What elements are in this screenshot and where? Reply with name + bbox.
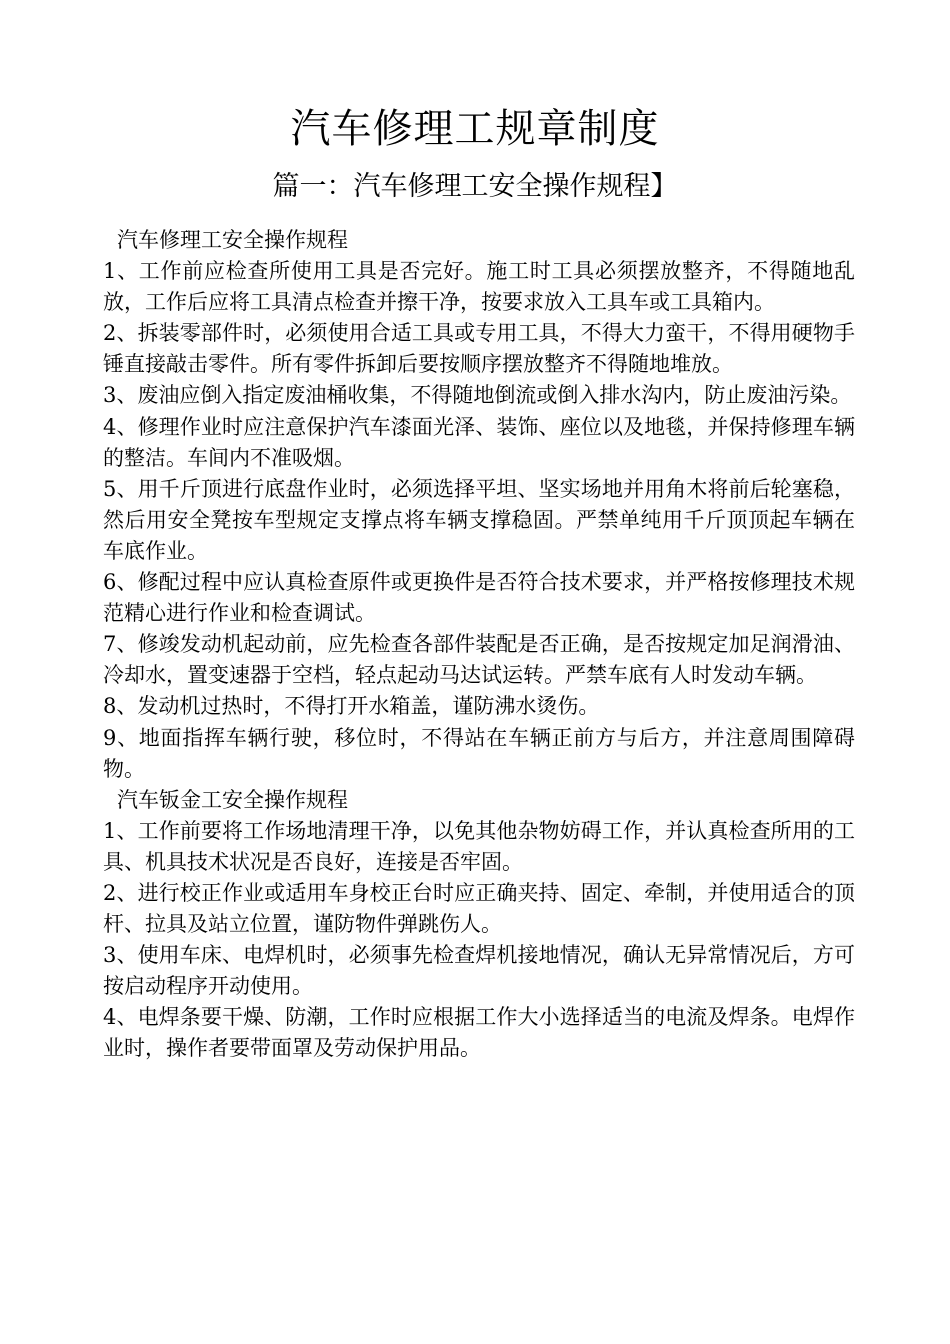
rule-item: 4、修理作业时应注意保护汽车漆面光泽、装饰、座位以及地毯，并保持修理车辆的整洁。车间内不准吸烟。 [103, 414, 855, 470]
rule-item: 4、电焊条要干燥、防潮，工作时应根据工作大小选择适当的电流及焊条。电焊作业时，操作者要带面罩及劳动保护用品。 [103, 1005, 855, 1061]
rule-item: 1、工作前应检查所使用工具是否完好。施工时工具必须摆放整齐，不得随地乱放，工作后应将工具清点检查并擦干净，按要求放入工具车或工具箱内。 [103, 259, 855, 315]
section-heading-repair: 汽车修理工安全操作规程 [117, 228, 348, 252]
rule-item: 5、用千斤顶进行底盘作业时，必须选择平坦、坚实场地并用角木将前后轮塞稳，然后用安全凳按车型规定支撑点将车辆支撑稳固。严禁单纯用千斤顶顶起车辆在车底作业。 [103, 476, 855, 563]
rule-item: 3、废油应倒入指定废油桶收集，不得随地倒流或倒入排水沟内，防止废油污染。 [103, 383, 852, 408]
section-heading-sheet-metal: 汽车钣金工安全操作规程 [117, 787, 348, 812]
rule-item: 2、进行校正作业或适用车身校正台时应正确夹持、固定、牵制，并使用适合的顶杆、拉具及站立位置，谨防物件弹跳伤人。 [103, 880, 855, 937]
document-subtitle: 篇一：汽车修理工安全操作规程】 [272, 171, 678, 202]
document-title: 汽车修理工规章制度 [290, 106, 660, 152]
rule-item: 2、拆装零部件时，必须使用合适工具或专用工具，不得大力蛮干，不得用硬物手锤直接敲击零件。所有零件拆卸后要按顺序摆放整齐不得随地堆放。 [103, 321, 855, 377]
document-body [103, 225, 855, 1065]
rule-item: 6、修配过程中应认真检查原件或更换件是否符合技术要求，并严格按修理技术规范精心进行作业和检查调试。 [103, 570, 855, 626]
rule-item: 8、发动机过热时，不得打开水箱盖，谨防沸水烫伤。 [103, 694, 600, 719]
rule-item: 7、修竣发动机起动前，应先检查各部件装配是否正确，是否按规定加足润滑油、冷却水，置变速器于空档，轻点起动马达试运转。严禁车底有人时发动车辆。 [103, 632, 855, 688]
rule-item: 3、使用车床、电焊机时，必须事先检查焊机接地情况，确认无异常情况后，方可按启动程序开动使用。 [103, 943, 855, 999]
rule-item: 1、工作前要将工作场地清理干净，以免其他杂物妨碍工作，并认真检查所用的工具、机具技术状况是否良好，连接是否牢固。 [103, 818, 855, 874]
rule-item: 9、地面指挥车辆行驶，移位时，不得站在车辆正前方与后方，并注意周围障碍物。 [103, 725, 855, 781]
